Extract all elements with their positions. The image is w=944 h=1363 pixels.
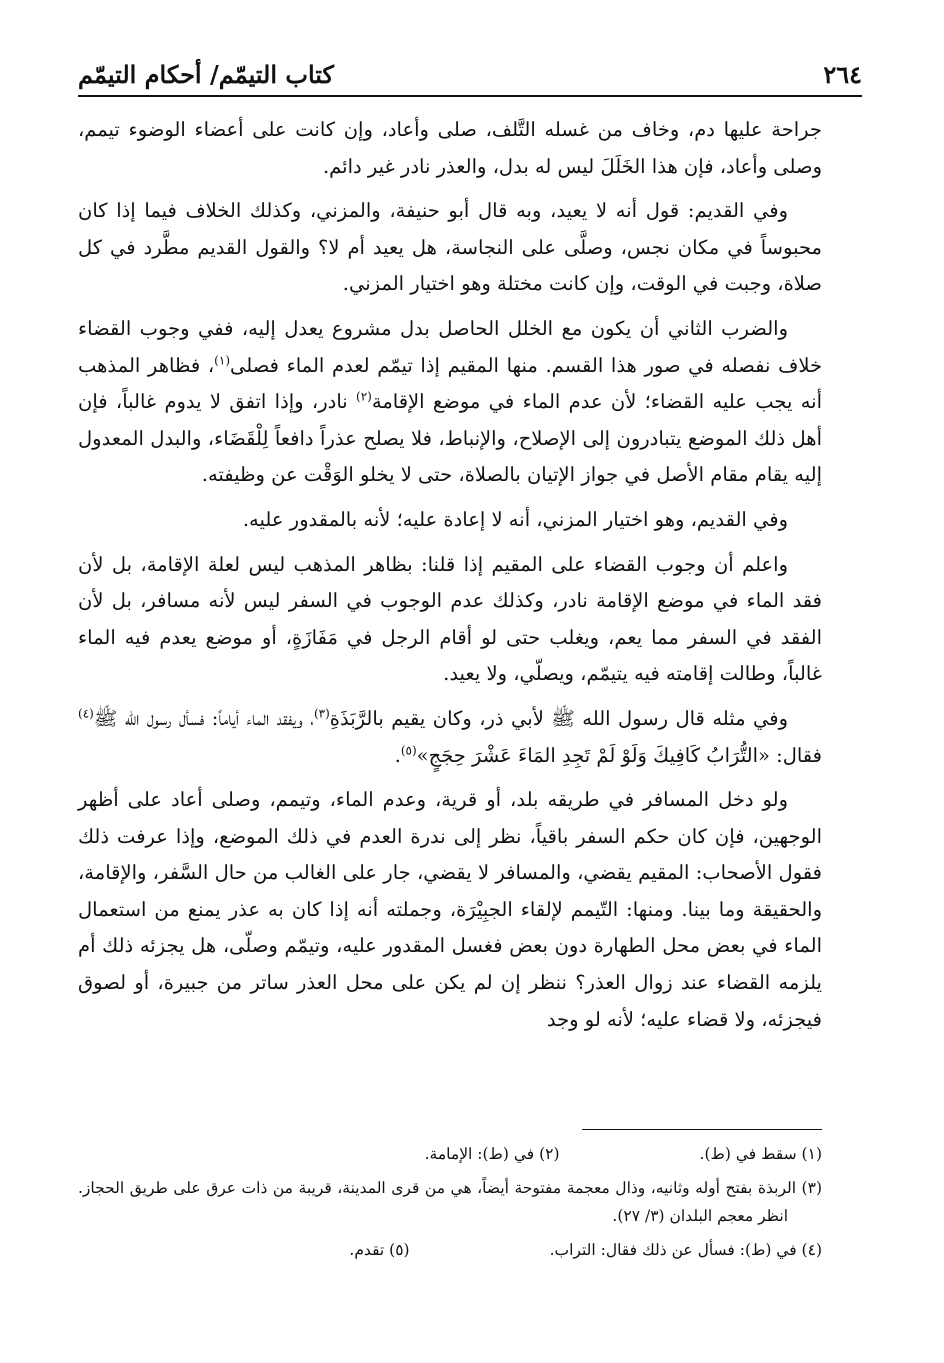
- paragraph-6: [78, 701, 822, 774]
- paragraph-3-part-1: والضرب الثاني أن يكون مع الخلل الحاصل بدل مشروع يعدل إليه، ففي وجوب القضاء خلاف نفصله في صور هذا القسم. منها المقيم إذا تيمّم لعدم الماء فصلى: [78, 316, 823, 377]
- footnote-row-4-5: [78, 1236, 822, 1264]
- footnote-5: (٥) تقدم.: [349, 1241, 410, 1259]
- paragraph-6-end: .: [394, 743, 401, 767]
- page-header: [78, 50, 862, 92]
- paragraph-6-part-2: ، ويفقد الماء أياماً: فسأل رسول الله ﷺ: [93, 706, 314, 730]
- paragraph-6-part-1: وفي مثله قال رسول الله ﷺ لأبي ذر، وكان يقيم بالرَّبَذَةِ: [329, 706, 788, 730]
- paragraph-3-part-3: نادر، وإذا اتفق لا يدوم غالباً، فإن أهل ذلك الموضع يتبادرون إلى الإصلاح، والإنباط، فلا يصلح عذراً دافعاً لِلْقَضَاء، والبدل المعدول إليه يقام مقام الأصل في جواز الإتيان بالصلاة، حتى لا يخلو الوَقْت عن وظيفته.: [78, 390, 822, 487]
- paragraph-2: وفي القديم: قول أنه لا يعيد، وبه قال أبو حنيفة، والمزني، وكذلك الخلاف فيما إذا كان محبوساً في مكان نجس، وصلَّى على النجاسة، هل يعيد أم لا؟ والقول القديم مطَّرد في كل صلاة، وجبت في الوقت، وإن كانت مختلة وهو اختيار المزني.: [78, 199, 822, 296]
- paragraph-6-part-3: فقال: «التُّرَابُ كَافِيكَ وَلَوْ لَمْ تَجِدِ المَاءَ عَشْرَ حِجَجٍ»: [416, 743, 822, 767]
- footnote-ref-3[interactable]: (٣): [313, 706, 330, 721]
- main-text: [78, 112, 822, 1046]
- paragraph-5: واعلم أن وجوب القضاء على المقيم إذا قلنا: بظاهر المذهب ليس لعلة الإقامة، بل لأن فقد الماء في موضع الإقامة نادر، وكذلك عدم الوجوب في السفر ليس لأنه مسافر، بل لأن الفقد في السفر مما يعم، ويغلب حتى لو أقام الرجل في مَفَازَةٍ، أو موضع يعدم فيه الماء غالباً، وطالت إقامته فيه يتيمّم، ويصلّي، ولا يعيد.: [78, 552, 822, 686]
- footnote-3: (٣) الربذة بفتح أوله وثانيه، وذال معجمة مفتوحة أيضاً، هي من قرى المدينة، قريبة من ذات عرق على طريق الحجاز. انظر معجم البلدان (٣/ ٢٧).: [78, 1179, 822, 1225]
- paragraph-1: جراحة عليها دم، وخاف من غسله التَّلف، صلى وأعاد، وإن كانت على أعضاء الوضوء تيمم، وصلى وأعاد، فإن هذا الخَلَلَ ليس له بدل، والعذر نادر غير دائم.: [78, 118, 822, 178]
- paragraph-3: [78, 311, 822, 494]
- running-title: كتاب التيمّم/ أحكام التيمّم: [78, 60, 334, 89]
- footnote-4: (٤) في (ط): فسأل عن ذلك فقال: التراب.: [549, 1241, 822, 1259]
- footnotes: [78, 1140, 822, 1270]
- footnote-ref-4[interactable]: (٤): [78, 706, 94, 721]
- footnote-2: (٢) في (ط): الإمامة.: [424, 1145, 560, 1163]
- header-rule: [78, 95, 862, 97]
- paragraph-4: وفي القديم، وهو اختيار المزني، أنه لا إعادة عليه؛ لأنه بالمقدور عليه.: [242, 507, 788, 531]
- footnote-rule: [582, 1129, 822, 1130]
- footnote-1: (١) سقط في (ط).: [699, 1145, 822, 1163]
- footnote-ref-1[interactable]: (١): [214, 353, 230, 368]
- footnote-ref-2[interactable]: (٢): [356, 389, 372, 404]
- page-number: ٢٦٤: [823, 60, 862, 89]
- footnote-ref-5[interactable]: (٥): [400, 743, 417, 757]
- paragraph-7: ولو دخل المسافر في طريقه بلد، أو قرية، وعدم الماء، وتيمم، وصلى أعاد على أظهر الوجهين، فإن كان حكم السفر باقياً، نظر إلى ندرة العدم في ذلك الموضع، وإذا عرفت ذلك فقول الأصحاب: المقيم يقضي، والمسافر لا يقضي، جار على الغالب من حال السَّفر، والإقامة، والحقيقة وما بينا. ومنها: التّيمم لإلقاء الجبِيْرَة، وجملته أنه إذا كان به عذر يمنع من استعمال الماء في بعض محل الطهارة دون بعض فغسل المقدور عليه، وتيمّم وصلّى، هل يجزئه ذلك أم يلزمه القضاء عند زوال العذر؟ ننظر إن لم يكن على محل العذر ساتر من جبيرة، أو لصوق فيجزئه، ولا قضاء عليه؛ لأنه لو وجد: [78, 788, 822, 1031]
- paragraph-3-part-2: ، فظاهر المذهب أنه يجب عليه القضاء؛ لأن عدم الماء في موضع الإقامة: [78, 353, 822, 414]
- footnote-row-1-2: [78, 1140, 822, 1168]
